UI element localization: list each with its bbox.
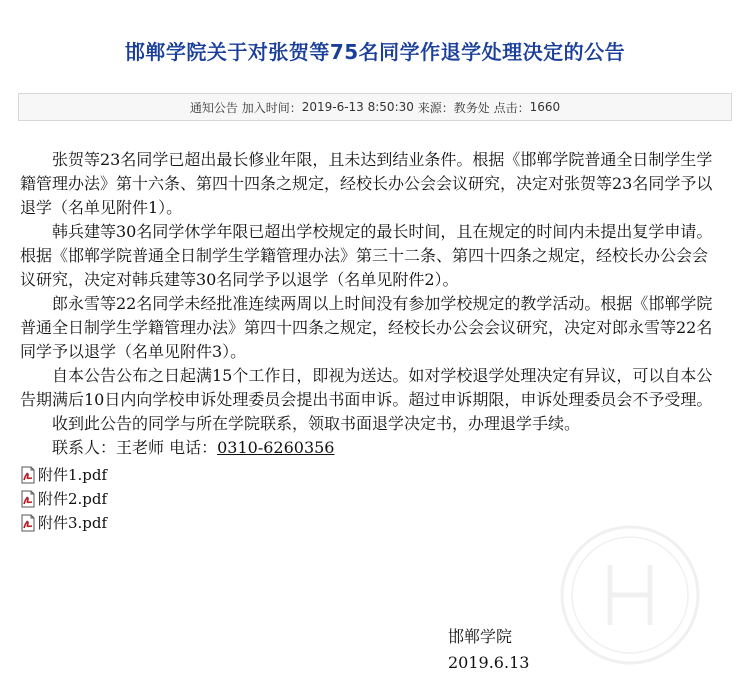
contact-text: 联系人：王老师 电话： [52,438,218,457]
attachment-name: 附件2.pdf [38,490,108,508]
meta-clicks-label: 点击： [493,100,530,115]
watermark-seal [555,520,705,670]
article-meta-bar [18,93,732,121]
paragraph-4: 自本公告公布之日起满15个工作日，即视为送达。如对学校退学处理决定有异议，可以自本公告期满后10日内向学校申诉处理委员会提出书面申诉。超过申诉期限，申诉处理委员会不予受理。 [20,366,713,409]
meta-time-value: 2019-6-13 8:50:30 [301,100,414,114]
attachment-name: 附件3.pdf [38,514,108,532]
contact-line [20,436,720,460]
article-body [20,148,720,535]
page-title: 邯郸学院关于对张贺等75名同学作退学处理决定的公告 [124,40,626,64]
paragraph-5: 收到此公告的同学与所在学院联系，领取书面退学决定书，办理退学手续。 [52,414,581,433]
attachment-name: 附件1.pdf [38,466,108,484]
attachment-link-1[interactable] [20,463,720,487]
pdf-file-icon [20,514,36,532]
meta-category: 通知公告 [189,100,238,115]
pdf-file-icon [20,466,36,484]
paragraph-2: 韩兵建等30名同学休学年限已超出学校规定的最长时间，且在规定的时间内未提出复学申请。根据《邯郸学院普通全日制学生学籍管理办法》第三十二条、第四十四条之规定，经校长办公会会议研究，决定对韩兵建等30名同学予以退学（名单见附件2）。 [20,222,713,289]
signature-date: 2019.6.13 [448,653,530,672]
meta-source-value: 教务处 [453,100,490,115]
meta-source-label: 来源： [417,100,454,115]
attachment-link-2[interactable] [20,487,720,511]
paragraph-3: 郎永雪等22名同学未经批准连续两周以上时间没有参加学校规定的教学活动。根据《邯郸学院普通全日制学生学籍管理办法》第四十四条之规定，经校长办公会会议研究，决定对郎永雪等22名同学予以退学（名单见附件3）。 [20,294,713,361]
meta-clicks-value: 1660 [529,100,561,114]
meta-time-label: 加入时间： [241,100,302,115]
pdf-file-icon [20,490,36,508]
contact-phone: 0310-6260356 [217,438,335,457]
signature-block [448,624,529,676]
paragraph-1: 张贺等23名同学已超出最长修业年限，且未达到结业条件。根据《邯郸学院普通全日制学生学籍管理办法》第十六条、第四十四条之规定，经校长办公会会议研究，决定对张贺等23名同学予以退学（名单见附件1）。 [20,150,713,217]
signature-org: 邯郸学院 [448,627,513,646]
